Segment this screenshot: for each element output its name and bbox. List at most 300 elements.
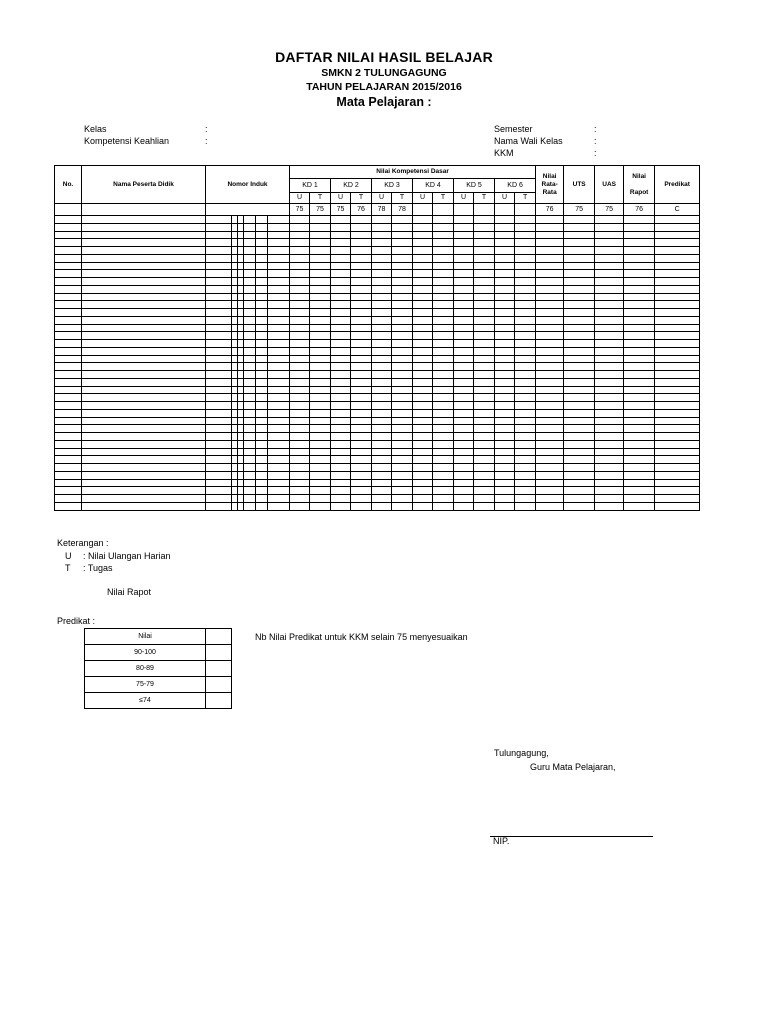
student-cell[interactable] — [536, 495, 564, 503]
student-cell[interactable] — [55, 394, 82, 402]
student-cell[interactable] — [536, 471, 564, 479]
student-cell[interactable] — [474, 355, 495, 363]
student-cell[interactable] — [515, 502, 536, 510]
student-cell[interactable] — [655, 402, 700, 410]
student-cell[interactable] — [256, 456, 268, 464]
student-cell[interactable] — [536, 316, 564, 324]
student-cell[interactable] — [495, 247, 515, 255]
student-cell[interactable] — [495, 487, 515, 495]
student-cell[interactable] — [331, 270, 351, 278]
student-cell[interactable] — [454, 378, 474, 386]
student-cell[interactable] — [310, 495, 331, 503]
student-cell[interactable] — [82, 332, 206, 340]
student-cell[interactable] — [433, 386, 454, 394]
student-cell[interactable] — [536, 355, 564, 363]
student-cell[interactable] — [454, 216, 474, 224]
student-cell[interactable] — [564, 409, 595, 417]
student-cell[interactable] — [244, 433, 256, 441]
student-cell[interactable] — [290, 247, 310, 255]
student-cell[interactable] — [290, 409, 310, 417]
student-cell[interactable] — [495, 285, 515, 293]
student-cell[interactable] — [564, 270, 595, 278]
student-cell[interactable] — [515, 262, 536, 270]
student-cell[interactable] — [206, 293, 232, 301]
student-cell[interactable] — [372, 347, 392, 355]
student-cell[interactable] — [624, 456, 655, 464]
student-cell[interactable] — [55, 278, 82, 286]
student-cell[interactable] — [82, 425, 206, 433]
student-cell[interactable] — [256, 340, 268, 348]
student-cell[interactable] — [55, 231, 82, 239]
student-cell[interactable] — [268, 479, 290, 487]
student-cell[interactable] — [392, 433, 413, 441]
student-cell[interactable] — [392, 479, 413, 487]
student-cell[interactable] — [536, 479, 564, 487]
student-cell[interactable] — [536, 425, 564, 433]
student-cell[interactable] — [392, 301, 413, 309]
student-cell[interactable] — [433, 332, 454, 340]
student-cell[interactable] — [515, 270, 536, 278]
student-cell[interactable] — [454, 223, 474, 231]
student-cell[interactable] — [624, 278, 655, 286]
student-cell[interactable] — [495, 371, 515, 379]
student-cell[interactable] — [206, 301, 232, 309]
student-cell[interactable] — [372, 479, 392, 487]
student-cell[interactable] — [310, 502, 331, 510]
student-cell[interactable] — [55, 270, 82, 278]
student-cell[interactable] — [331, 464, 351, 472]
student-cell[interactable] — [433, 293, 454, 301]
student-cell[interactable] — [310, 231, 331, 239]
student-cell[interactable] — [290, 324, 310, 332]
student-cell[interactable] — [564, 402, 595, 410]
student-cell[interactable] — [624, 254, 655, 262]
student-cell[interactable] — [433, 285, 454, 293]
student-cell[interactable] — [474, 464, 495, 472]
student-cell[interactable] — [564, 332, 595, 340]
student-cell[interactable] — [244, 386, 256, 394]
student-cell[interactable] — [244, 495, 256, 503]
student-row[interactable] — [55, 502, 700, 510]
student-cell[interactable] — [256, 309, 268, 317]
student-cell[interactable] — [55, 402, 82, 410]
student-cell[interactable] — [55, 340, 82, 348]
student-cell[interactable] — [206, 502, 232, 510]
student-cell[interactable] — [372, 278, 392, 286]
student-cell[interactable] — [564, 464, 595, 472]
student-cell[interactable] — [536, 487, 564, 495]
student-row[interactable] — [55, 417, 700, 425]
student-cell[interactable] — [372, 448, 392, 456]
student-cell[interactable] — [515, 394, 536, 402]
student-cell[interactable] — [244, 231, 256, 239]
student-cell[interactable] — [310, 340, 331, 348]
student-cell[interactable] — [536, 448, 564, 456]
student-cell[interactable] — [206, 254, 232, 262]
student-cell[interactable] — [372, 502, 392, 510]
student-cell[interactable] — [268, 394, 290, 402]
student-cell[interactable] — [624, 262, 655, 270]
student-cell[interactable] — [392, 495, 413, 503]
student-cell[interactable] — [310, 378, 331, 386]
student-cell[interactable] — [536, 293, 564, 301]
student-cell[interactable] — [392, 417, 413, 425]
student-cell[interactable] — [655, 355, 700, 363]
student-cell[interactable] — [55, 371, 82, 379]
student-cell[interactable] — [268, 487, 290, 495]
student-cell[interactable] — [564, 285, 595, 293]
student-cell[interactable] — [595, 254, 624, 262]
student-cell[interactable] — [331, 479, 351, 487]
student-cell[interactable] — [206, 247, 232, 255]
student-cell[interactable] — [595, 247, 624, 255]
student-cell[interactable] — [310, 371, 331, 379]
student-cell[interactable] — [82, 456, 206, 464]
student-cell[interactable] — [82, 394, 206, 402]
student-cell[interactable] — [392, 471, 413, 479]
student-row[interactable] — [55, 409, 700, 417]
student-cell[interactable] — [624, 340, 655, 348]
student-cell[interactable] — [564, 347, 595, 355]
student-cell[interactable] — [495, 324, 515, 332]
student-row[interactable] — [55, 262, 700, 270]
student-cell[interactable] — [515, 386, 536, 394]
student-cell[interactable] — [310, 456, 331, 464]
student-cell[interactable] — [290, 301, 310, 309]
student-cell[interactable] — [495, 456, 515, 464]
student-cell[interactable] — [268, 340, 290, 348]
student-cell[interactable] — [495, 440, 515, 448]
student-cell[interactable] — [624, 402, 655, 410]
student-cell[interactable] — [595, 301, 624, 309]
student-cell[interactable] — [331, 262, 351, 270]
student-cell[interactable] — [536, 394, 564, 402]
student-cell[interactable] — [515, 285, 536, 293]
student-cell[interactable] — [351, 448, 372, 456]
student-cell[interactable] — [655, 378, 700, 386]
student-cell[interactable] — [55, 262, 82, 270]
student-cell[interactable] — [310, 402, 331, 410]
student-cell[interactable] — [55, 433, 82, 441]
student-cell[interactable] — [495, 425, 515, 433]
student-cell[interactable] — [55, 464, 82, 472]
student-cell[interactable] — [55, 216, 82, 224]
student-cell[interactable] — [454, 433, 474, 441]
student-cell[interactable] — [55, 285, 82, 293]
student-cell[interactable] — [372, 394, 392, 402]
student-cell[interactable] — [515, 363, 536, 371]
student-cell[interactable] — [331, 448, 351, 456]
student-cell[interactable] — [624, 440, 655, 448]
student-cell[interactable] — [655, 425, 700, 433]
student-cell[interactable] — [624, 285, 655, 293]
student-cell[interactable] — [392, 262, 413, 270]
student-cell[interactable] — [372, 417, 392, 425]
student-cell[interactable] — [624, 239, 655, 247]
student-cell[interactable] — [55, 332, 82, 340]
student-cell[interactable] — [536, 378, 564, 386]
student-cell[interactable] — [268, 309, 290, 317]
student-cell[interactable] — [624, 363, 655, 371]
student-cell[interactable] — [82, 471, 206, 479]
student-cell[interactable] — [290, 464, 310, 472]
student-cell[interactable] — [595, 394, 624, 402]
student-cell[interactable] — [515, 316, 536, 324]
student-cell[interactable] — [595, 433, 624, 441]
student-cell[interactable] — [474, 363, 495, 371]
student-cell[interactable] — [515, 448, 536, 456]
student-cell[interactable] — [536, 270, 564, 278]
student-cell[interactable] — [624, 324, 655, 332]
student-cell[interactable] — [82, 464, 206, 472]
student-cell[interactable] — [413, 371, 433, 379]
student-cell[interactable] — [310, 433, 331, 441]
student-cell[interactable] — [433, 371, 454, 379]
student-cell[interactable] — [655, 440, 700, 448]
student-cell[interactable] — [331, 417, 351, 425]
student-cell[interactable] — [310, 487, 331, 495]
student-cell[interactable] — [82, 371, 206, 379]
student-cell[interactable] — [413, 417, 433, 425]
student-cell[interactable] — [290, 340, 310, 348]
student-cell[interactable] — [331, 285, 351, 293]
student-cell[interactable] — [392, 456, 413, 464]
student-cell[interactable] — [392, 487, 413, 495]
student-cell[interactable] — [331, 502, 351, 510]
student-cell[interactable] — [495, 402, 515, 410]
student-cell[interactable] — [310, 417, 331, 425]
student-cell[interactable] — [624, 247, 655, 255]
student-cell[interactable] — [256, 216, 268, 224]
student-cell[interactable] — [474, 254, 495, 262]
student-row[interactable] — [55, 247, 700, 255]
student-cell[interactable] — [474, 371, 495, 379]
student-cell[interactable] — [413, 502, 433, 510]
student-cell[interactable] — [392, 402, 413, 410]
student-cell[interactable] — [268, 417, 290, 425]
student-cell[interactable] — [655, 394, 700, 402]
student-cell[interactable] — [372, 247, 392, 255]
student-cell[interactable] — [206, 479, 232, 487]
student-cell[interactable] — [515, 433, 536, 441]
student-cell[interactable] — [82, 285, 206, 293]
student-cell[interactable] — [310, 332, 331, 340]
student-cell[interactable] — [268, 223, 290, 231]
student-cell[interactable] — [351, 409, 372, 417]
student-cell[interactable] — [655, 316, 700, 324]
student-cell[interactable] — [515, 301, 536, 309]
student-cell[interactable] — [55, 386, 82, 394]
student-cell[interactable] — [290, 270, 310, 278]
student-cell[interactable] — [413, 247, 433, 255]
student-cell[interactable] — [351, 425, 372, 433]
student-cell[interactable] — [595, 471, 624, 479]
student-cell[interactable] — [515, 371, 536, 379]
student-cell[interactable] — [256, 270, 268, 278]
student-cell[interactable] — [244, 479, 256, 487]
student-cell[interactable] — [564, 309, 595, 317]
student-cell[interactable] — [372, 285, 392, 293]
student-cell[interactable] — [310, 448, 331, 456]
student-cell[interactable] — [454, 487, 474, 495]
student-cell[interactable] — [244, 394, 256, 402]
student-cell[interactable] — [474, 456, 495, 464]
student-cell[interactable] — [454, 495, 474, 503]
student-cell[interactable] — [290, 487, 310, 495]
student-cell[interactable] — [495, 301, 515, 309]
student-cell[interactable] — [290, 440, 310, 448]
student-cell[interactable] — [655, 254, 700, 262]
student-cell[interactable] — [310, 316, 331, 324]
student-cell[interactable] — [256, 433, 268, 441]
student-cell[interactable] — [82, 355, 206, 363]
student-cell[interactable] — [331, 394, 351, 402]
student-cell[interactable] — [624, 309, 655, 317]
student-cell[interactable] — [268, 278, 290, 286]
student-cell[interactable] — [55, 347, 82, 355]
student-cell[interactable] — [536, 456, 564, 464]
student-cell[interactable] — [624, 471, 655, 479]
student-cell[interactable] — [474, 223, 495, 231]
student-cell[interactable] — [454, 247, 474, 255]
student-cell[interactable] — [655, 247, 700, 255]
student-cell[interactable] — [351, 340, 372, 348]
student-cell[interactable] — [495, 363, 515, 371]
student-cell[interactable] — [268, 409, 290, 417]
student-cell[interactable] — [244, 402, 256, 410]
student-cell[interactable] — [433, 495, 454, 503]
student-row[interactable] — [55, 347, 700, 355]
student-cell[interactable] — [310, 324, 331, 332]
student-row[interactable] — [55, 340, 700, 348]
student-cell[interactable] — [474, 440, 495, 448]
student-cell[interactable] — [206, 378, 232, 386]
student-cell[interactable] — [372, 440, 392, 448]
student-cell[interactable] — [290, 471, 310, 479]
student-cell[interactable] — [595, 495, 624, 503]
student-cell[interactable] — [372, 495, 392, 503]
student-cell[interactable] — [372, 309, 392, 317]
student-cell[interactable] — [256, 479, 268, 487]
student-cell[interactable] — [351, 464, 372, 472]
student-cell[interactable] — [206, 347, 232, 355]
student-cell[interactable] — [564, 293, 595, 301]
student-cell[interactable] — [55, 471, 82, 479]
student-cell[interactable] — [244, 293, 256, 301]
student-row[interactable] — [55, 371, 700, 379]
student-cell[interactable] — [256, 386, 268, 394]
student-cell[interactable] — [331, 309, 351, 317]
student-cell[interactable] — [595, 285, 624, 293]
student-cell[interactable] — [82, 262, 206, 270]
student-cell[interactable] — [310, 347, 331, 355]
student-cell[interactable] — [331, 347, 351, 355]
student-cell[interactable] — [244, 247, 256, 255]
student-cell[interactable] — [392, 332, 413, 340]
student-cell[interactable] — [564, 216, 595, 224]
student-cell[interactable] — [392, 363, 413, 371]
student-cell[interactable] — [82, 495, 206, 503]
student-cell[interactable] — [433, 363, 454, 371]
student-cell[interactable] — [433, 309, 454, 317]
student-cell[interactable] — [474, 394, 495, 402]
student-cell[interactable] — [655, 216, 700, 224]
student-cell[interactable] — [624, 417, 655, 425]
student-row[interactable] — [55, 433, 700, 441]
student-cell[interactable] — [351, 502, 372, 510]
student-cell[interactable] — [372, 223, 392, 231]
student-cell[interactable] — [268, 433, 290, 441]
student-cell[interactable] — [206, 340, 232, 348]
student-cell[interactable] — [595, 332, 624, 340]
student-cell[interactable] — [564, 386, 595, 394]
student-cell[interactable] — [268, 293, 290, 301]
student-cell[interactable] — [595, 487, 624, 495]
student-cell[interactable] — [392, 409, 413, 417]
student-cell[interactable] — [655, 464, 700, 472]
student-cell[interactable] — [310, 247, 331, 255]
student-cell[interactable] — [515, 479, 536, 487]
student-cell[interactable] — [433, 448, 454, 456]
student-cell[interactable] — [515, 278, 536, 286]
student-cell[interactable] — [55, 254, 82, 262]
student-cell[interactable] — [515, 495, 536, 503]
student-cell[interactable] — [351, 309, 372, 317]
student-cell[interactable] — [351, 247, 372, 255]
student-cell[interactable] — [495, 394, 515, 402]
student-cell[interactable] — [268, 378, 290, 386]
student-cell[interactable] — [372, 239, 392, 247]
student-cell[interactable] — [454, 301, 474, 309]
student-cell[interactable] — [495, 278, 515, 286]
student-cell[interactable] — [515, 340, 536, 348]
student-cell[interactable] — [310, 223, 331, 231]
student-cell[interactable] — [244, 440, 256, 448]
student-cell[interactable] — [244, 239, 256, 247]
student-cell[interactable] — [474, 487, 495, 495]
student-cell[interactable] — [454, 464, 474, 472]
student-cell[interactable] — [495, 340, 515, 348]
student-cell[interactable] — [256, 402, 268, 410]
student-cell[interactable] — [413, 216, 433, 224]
student-row[interactable] — [55, 324, 700, 332]
student-cell[interactable] — [515, 309, 536, 317]
student-cell[interactable] — [655, 324, 700, 332]
student-cell[interactable] — [595, 502, 624, 510]
student-cell[interactable] — [82, 502, 206, 510]
student-cell[interactable] — [433, 316, 454, 324]
student-cell[interactable] — [55, 378, 82, 386]
student-cell[interactable] — [310, 270, 331, 278]
student-cell[interactable] — [392, 316, 413, 324]
student-cell[interactable] — [82, 254, 206, 262]
student-cell[interactable] — [536, 216, 564, 224]
student-cell[interactable] — [564, 262, 595, 270]
student-cell[interactable] — [413, 402, 433, 410]
student-cell[interactable] — [595, 216, 624, 224]
student-cell[interactable] — [495, 216, 515, 224]
student-cell[interactable] — [392, 378, 413, 386]
student-cell[interactable] — [564, 433, 595, 441]
student-cell[interactable] — [655, 332, 700, 340]
student-cell[interactable] — [256, 231, 268, 239]
student-cell[interactable] — [536, 409, 564, 417]
student-cell[interactable] — [495, 223, 515, 231]
student-cell[interactable] — [268, 355, 290, 363]
student-cell[interactable] — [82, 378, 206, 386]
student-cell[interactable] — [268, 247, 290, 255]
student-cell[interactable] — [331, 254, 351, 262]
